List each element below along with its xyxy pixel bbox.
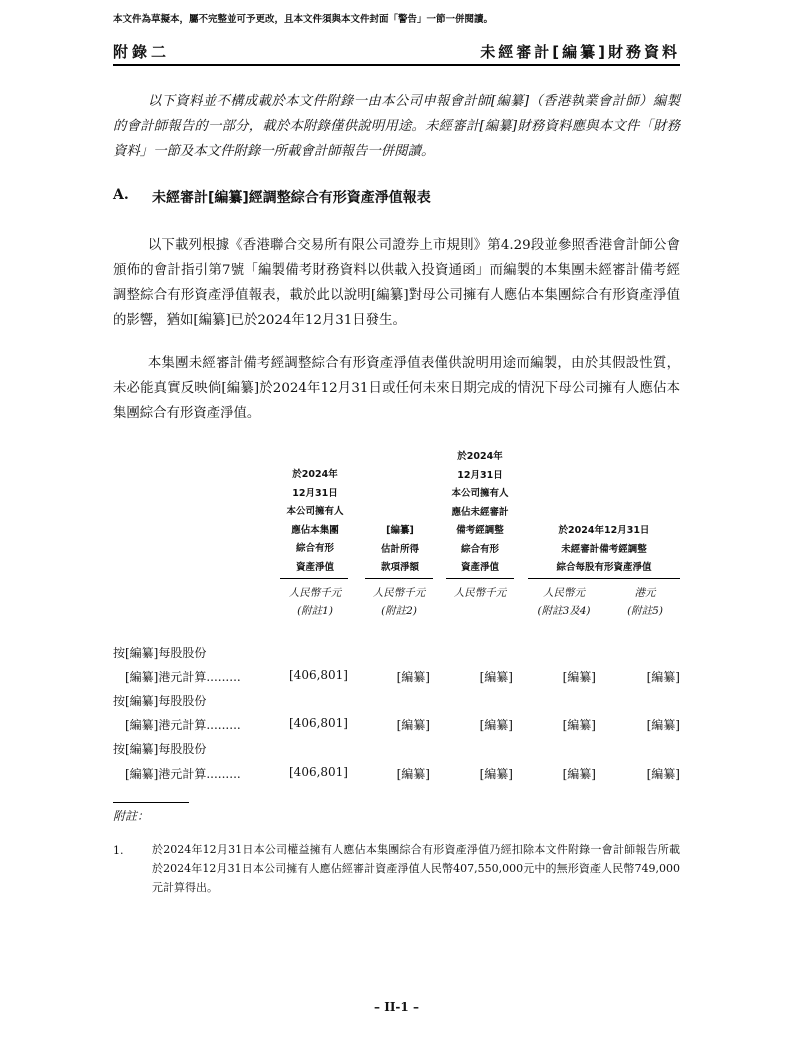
col3-header-rule [446,578,514,579]
col3-header-line: 12月31日 [457,469,503,481]
row-label-line1: 按[編纂]每股股份 [113,742,207,756]
col3-header-line: 應佔未經審計 [451,506,509,518]
table-cell: [編纂] [396,718,430,732]
col3-header-line: 綜合有形 [460,543,499,555]
section-a-title: 未經審計[編纂]經調整綜合有形資產淨值報表 [152,190,431,206]
col2-header-line: [編纂] [386,525,414,536]
page-number: – II-1 – [374,1000,419,1014]
col45-header [528,522,680,578]
table-cell: [編纂] [646,718,680,732]
col2-header-rule [365,578,433,579]
unit-currency: 人民幣千元 [453,587,507,599]
col45-header-line: 未經審計備考經調整 [561,543,647,555]
notes-rule [113,802,189,803]
unit-col4 [528,584,600,620]
col3-header-line: 本公司擁有人 [451,488,509,499]
row-label-line2: [編纂]港元計算......... [125,670,241,684]
unit-currency: 人民幣千元 [372,587,426,599]
notes-label: 附註： [113,809,150,823]
col1-header-line: 於2024年 [292,469,338,480]
col2-header-line: 款項淨額 [380,562,419,573]
draft-notice: 本文件為草擬本，屬不完整並可予更改，且本文件須與本文件封面「警告」一節一併閱讀。 [113,14,494,25]
col1-header-line: 12月31日 [292,487,338,499]
paragraph-basis: 以下載列根據《香港聯合交易所有限公司證券上市規則》第4.29段並參照香港會計師公會頒佈的會計指引第7號「編製備考財務資料以供載入投資通函」而編製的本集團未經審計備考經調整綜合有形資產淨值報表，載於此以說明[編纂]對母公司擁有人應佔本集團綜合有形資產淨值的影響，猶如[編纂]已於2024年12月31日發生。 [113,238,680,328]
col45-header-line: 綜合每股有形資產淨值 [556,562,652,573]
unit-note: (附註2) [381,605,417,617]
table-cell: [編纂] [479,767,513,781]
intro-paragraph: 以下資料並不構成載於本文件附錄一由本公司申報會計師[編纂]（香港執業會計師）編製的會計師報告的一部分，載於本附錄僅供說明用途。未經審計[編纂]財務資料應與本文件「財務資料」一節及本文件附錄一所載會計師報告一併閱讀。 [113,94,680,159]
paragraph-hypothetical: 本集團未經審計備考經調整綜合有形資產淨值表僅供說明用途而編製，由於其假設性質，未必能真實反映倘[編纂]於2024年12月31日或任何未來日期完成的情況下母公司擁有人應佔本集團綜合有形資產淨值。 [113,356,680,421]
col1-header-line: 資產淨值 [295,561,334,573]
unit-note: (附註3及4) [537,605,591,617]
unit-currency: 港元 [634,587,656,599]
table-cell: [406,801] [289,716,348,730]
appendix-label: 附錄二 [113,43,171,61]
col1-header [280,466,350,577]
unit-col5 [612,584,678,620]
table-cell: [編纂] [562,670,596,684]
unit-col2 [360,584,438,620]
table-cell: [編纂] [479,718,513,732]
table-cell: [編纂] [479,670,513,684]
unit-col1 [280,584,350,620]
row-label-line1: 按[編纂]每股股份 [113,694,207,708]
unit-note: (附註1) [297,605,333,617]
note-text: 於2024年12月31日本公司權益擁有人應佔本集團綜合有形資產淨值乃經扣除本文件附錄一會計師報告所載於2024年12月31日本公司擁有人應佔經審計資產淨值人民幣407,550,000元中的無形資產人民幣749,000元計算得出。 [152,843,680,894]
table-cell: [編纂] [396,670,430,684]
table-cell: [編纂] [562,767,596,781]
appendix-title: 未經審計[編纂]財務資料 [480,43,680,61]
section-a-number: A. [113,187,129,203]
unit-currency: 人民幣元 [543,587,585,599]
col1-header-line: 綜合有形 [295,543,334,554]
unit-col3 [441,584,519,602]
col2-header-line: 估計所得 [380,543,419,555]
table-cell: [406,801] [289,765,348,779]
col1-header-line: 應佔本集團 [291,524,339,536]
table-cell: [編纂] [562,718,596,732]
row-label-line1: 按[編纂]每股股份 [113,646,207,660]
unit-currency: 人民幣千元 [288,587,342,599]
col45-header-line: 於2024年12月31日 [558,525,650,536]
col3-header-line: 於2024年 [457,451,503,462]
col3-header [440,448,520,578]
col1-header-line: 本公司擁有人 [286,506,344,517]
header-rule [113,64,680,66]
table-cell: [編纂] [396,767,430,781]
col1-header-rule [280,578,348,579]
col3-header-line: 備考經調整 [456,525,504,536]
col2-header [360,522,440,578]
unit-note: (附註5) [627,605,663,617]
note-number: 1. [113,844,124,857]
table-cell: [編纂] [646,670,680,684]
row-label-line2: [編纂]港元計算......... [125,767,241,781]
col3-header-line: 資產淨值 [460,562,499,573]
col45-header-rule [528,578,680,579]
row-label-line2: [編纂]港元計算......... [125,718,241,732]
table-cell: [406,801] [289,668,348,682]
table-cell: [編纂] [646,767,680,781]
